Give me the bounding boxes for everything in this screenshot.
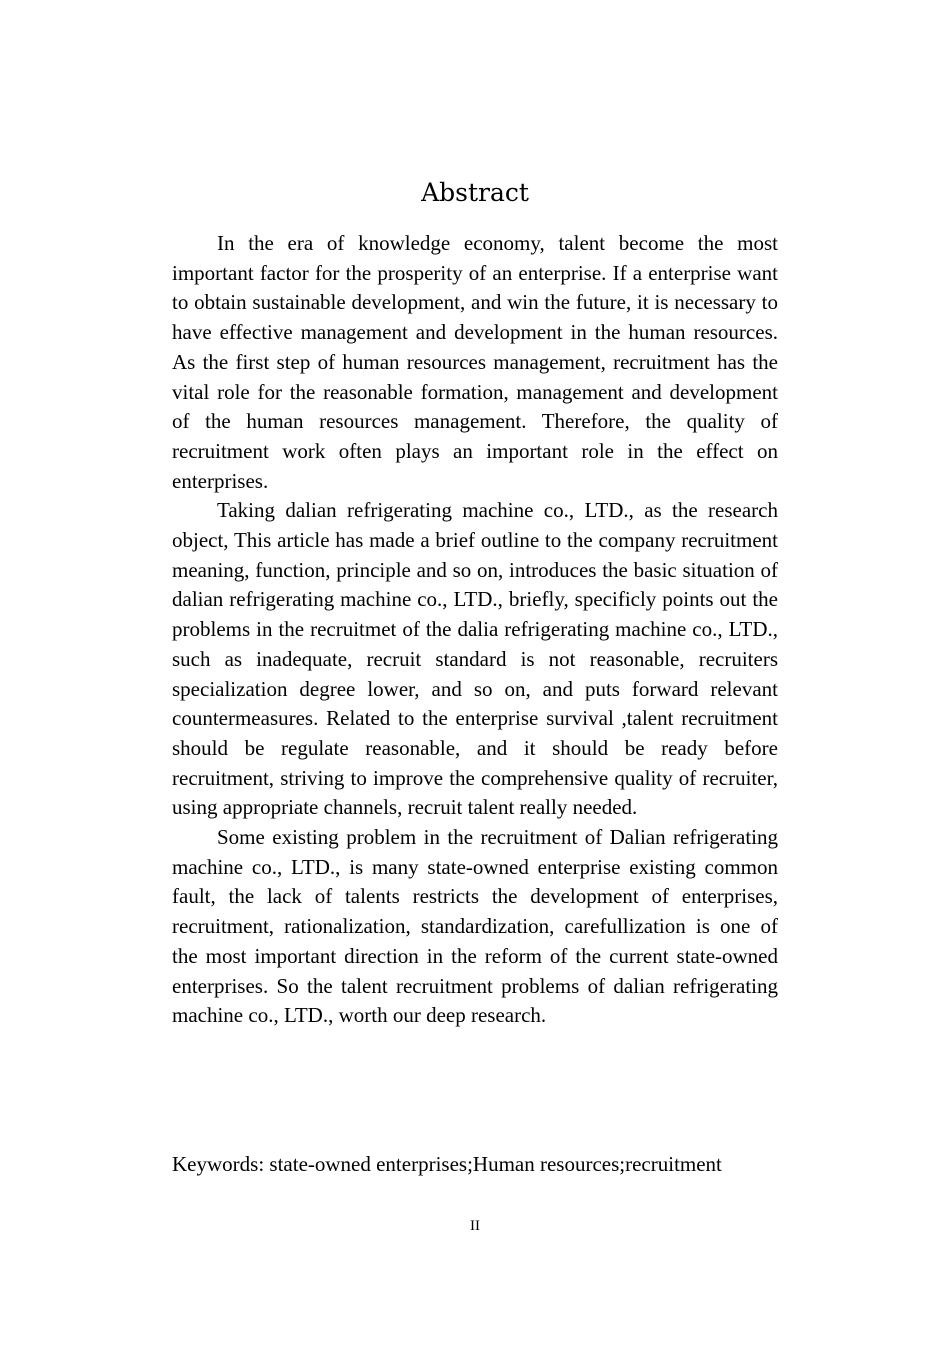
abstract-paragraph-2: Taking dalian refrigerating machine co., LTD., as the research object, This article has made a brief outline to the company recruitment meaning, function, principle and so on, introduces the basic situation of dalian refrigerating machine co., LTD., briefly, specificly points out the problems in the recruitmet of the dalia refrigerating machine co., LTD., such as inadequate, recruit standard is not reasonable, recruiters specialization degree lower, and so on, and puts forward relevant countermeasures. Related to the enterprise survival ,talent recruitment should be regulate reasonable, and it should be ready before recruitment, striving to improve the comprehensive quality of recruiter, using appropriate channels, recruit talent really needed. <box>172 498 778 820</box>
abstract-paragraph-3: Some existing problem in the recruitment of Dalian refrigerating machine co., LTD., is many state-owned enterprise existing common fault, the lack of talents restricts the development of enterprises, recruitment, rationalization, standardization, carefullization is one of the most important direction in the reform of the current state-owned enterprises. So the talent recruitment problems of dalian refrigerating machine co., LTD., worth our deep research. <box>172 825 778 1028</box>
abstract-title: Abstract <box>421 178 529 207</box>
page-number: II <box>470 1218 480 1234</box>
keywords-line: Keywords: state-owned enterprises;Human resources;recruitment <box>172 1152 722 1176</box>
abstract-body <box>172 229 778 1031</box>
abstract-paragraph-1: In the era of knowledge economy, talent become the most important factor for the prosperity of an enterprise. If a enterprise want to obtain sustainable development, and win the future, it is necessary to have effective management and development in the human resources. As the first step of human resources management, recruitment has the vital role for the reasonable formation, management and development of the human resources management. Therefore, the quality of recruitment work often plays an important role in the effect on enterprises. <box>172 231 778 493</box>
